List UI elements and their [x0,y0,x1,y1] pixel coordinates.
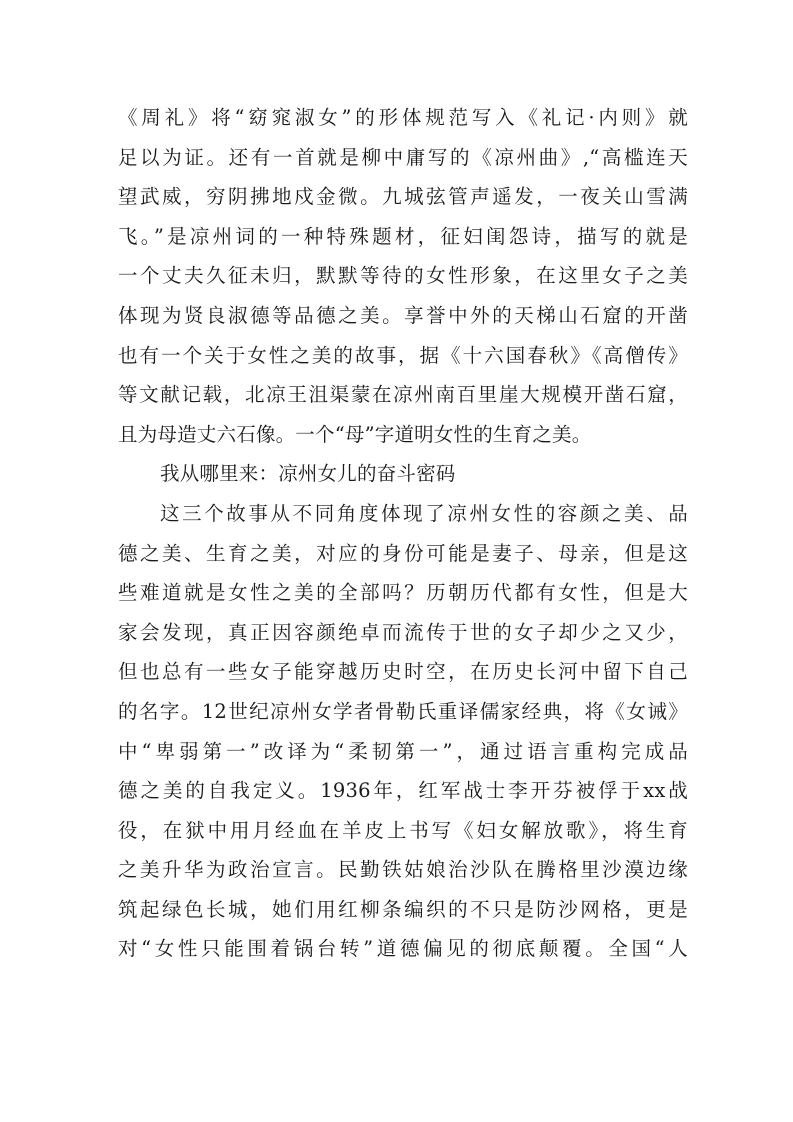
paragraph-1-line: 体现为贤良淑德等品德之美。享誉中外的天梯山石窟的开凿 [118,303,688,327]
paragraph-2-line: 这三个故事从不同角度体现了凉州女性的容颜之美、品 [160,501,688,525]
paragraph-1-line: 飞。”是凉州词的一种特殊题材，征妇闺怨诗，描写的就是 [118,224,688,248]
paragraph-2-line: 德之美、生育之美，对应的身份可能是妻子、母亲，但是这 [118,541,688,565]
paragraph-2-line: 对“女性只能围着锅台转”道德偏见的彻底颠覆。全国“人 [118,937,688,961]
paragraph-1-line: 也有一个关于女性之美的故事，据《十六国春秋》《高僧传》 [118,343,688,367]
paragraph-1-line: 《周礼》将“窈窕淑女”的形体规范写入《礼记·内则》就 [118,106,688,129]
paragraph-2-line: 些难道就是女性之美的全部吗？历朝历代都有女性，但是大 [118,581,688,605]
paragraph-1-line: 足以为证。还有一首就是柳中庸写的《凉州曲》,“高槛连天 [118,145,688,169]
paragraph-1-line: 且为母造丈六石像。一个“母”字道明女性的生育之美。 [118,422,592,446]
paragraph-2-line: 之美升华为政治宣言。民勤铁姑娘治沙队在腾格里沙漠边缘 [118,858,688,882]
paragraph-2-line: 的名字。12世纪凉州女学者骨勒氏重译儒家经典，将《女诫》 [118,699,688,723]
paragraph-1-line: 一个丈夫久征未归，默默等待的女性形象，在这里女子之美 [118,264,688,288]
paragraph-1-line: 望武威，穷阴拂地戍金微。九城弦管声遥发，一夜关山雪满 [118,185,688,209]
paragraph-2-line: 役，在狱中用月经血在羊皮上书写《妇女解放歌》，将生育 [118,818,688,842]
paragraph-2-line: 但也总有一些女子能穿越历史时空，在历史长河中留下自己 [118,660,688,684]
paragraph-1-line: 等文献记载，北凉王沮渠蒙在凉州南百里崖大规模开凿石窟， [118,383,688,407]
paragraph-2-line: 筑起绿色长城，她们用红柳条编织的不只是防沙网格，更是 [118,897,688,921]
paragraph-2-line: 德之美的自我定义。1936年，红军战士李开芬被俘于xx战 [118,779,688,803]
paragraph-2-line: 家会发现，真正因容颜绝卓而流传于世的女子却少之又少， [118,620,688,644]
document-body [118,98,688,969]
section-heading: 我从哪里来：凉州女儿的奋斗密码 [160,462,456,486]
paragraph-2-line: 中“卑弱第一”改译为“柔韧第一”，通过语言重构完成品 [118,739,688,763]
